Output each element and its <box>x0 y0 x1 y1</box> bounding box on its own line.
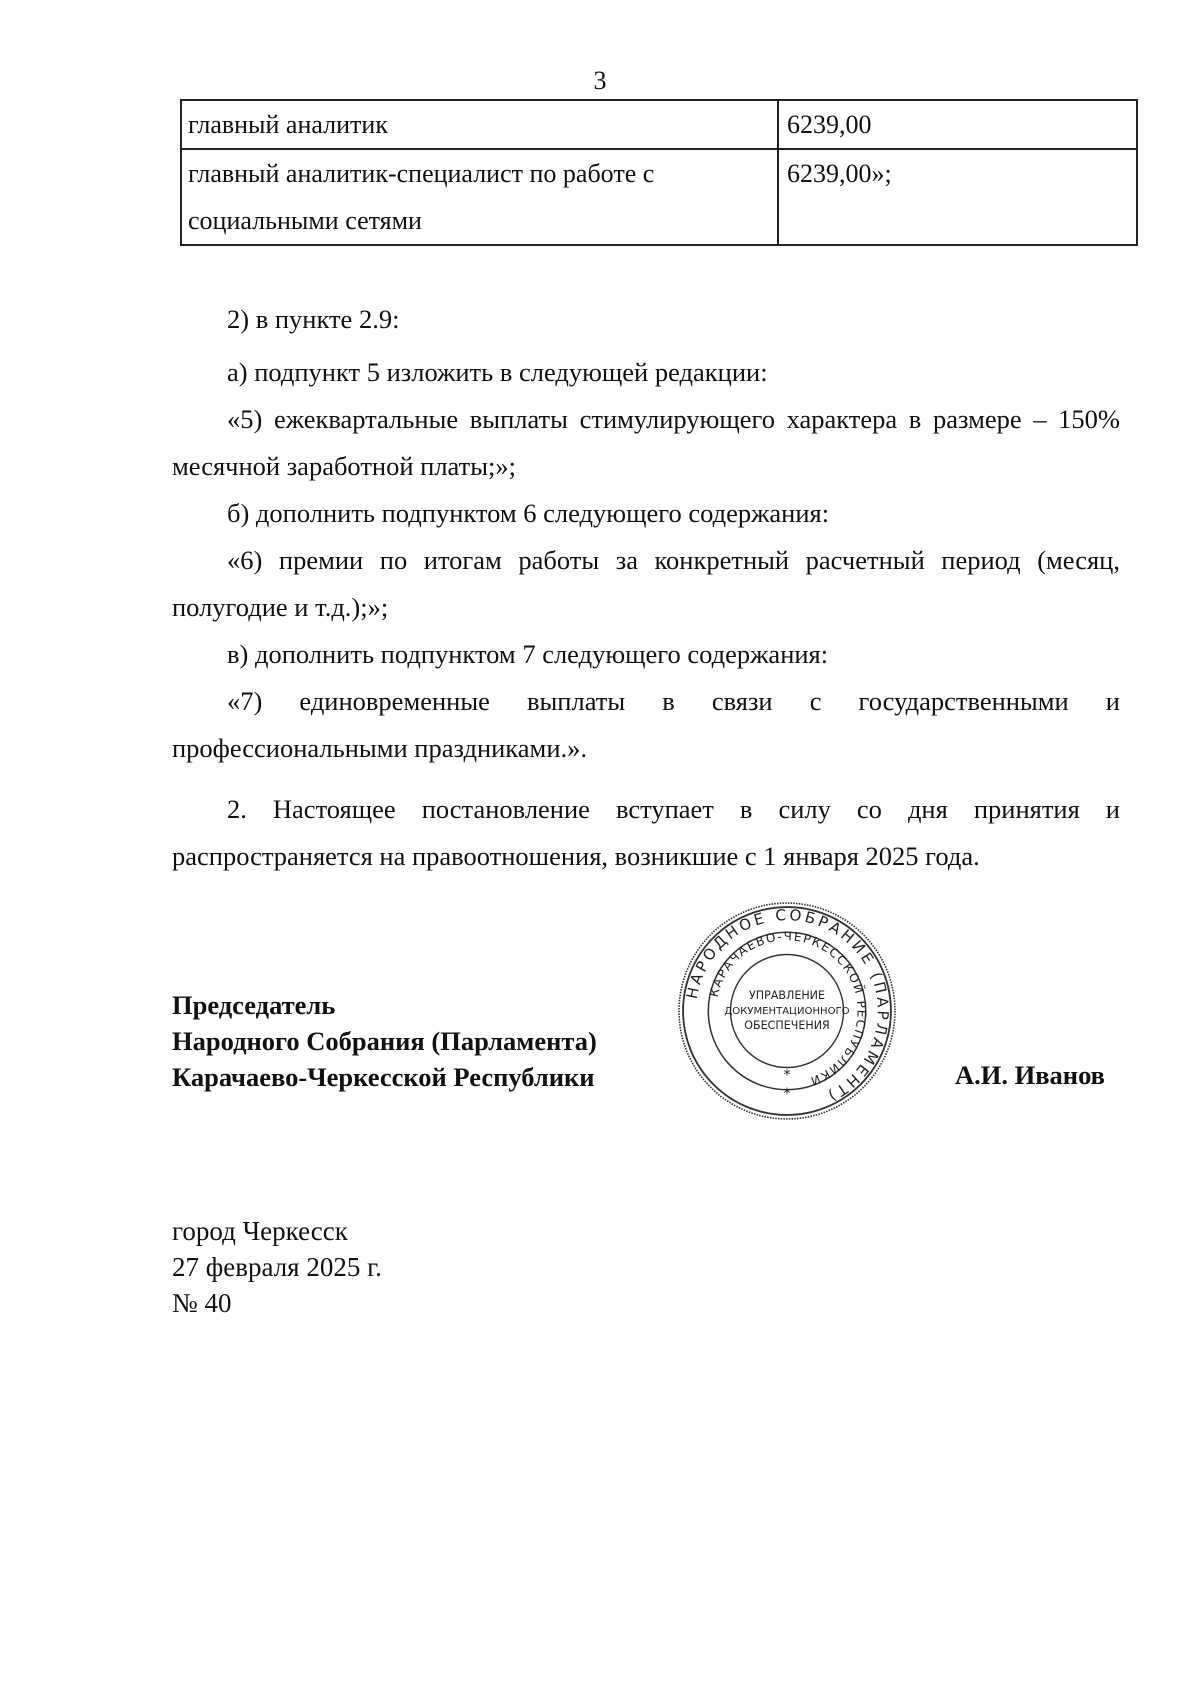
salary-table <box>180 99 1138 246</box>
salary-value-cell: 6239,00 <box>778 100 1137 149</box>
position-name-cell: главный аналитик <box>181 100 778 149</box>
paragraph-quote-7: «7) единовременные выплаты в связи с государственными и профессиональными праздниками.». <box>172 686 1120 763</box>
paragraph-subitem-a: а) подпункт 5 изложить в следующей редакции: <box>227 357 768 387</box>
signatory-title-line: Карачаево-Черкесской Республики <box>172 1062 595 1092</box>
table-row <box>181 100 1137 149</box>
seal-center-line: ДОКУМЕНТАЦИОННОГО <box>724 1006 850 1018</box>
signatory-name: А.И. Иванов <box>955 1060 1105 1090</box>
signatory-title-line: Народного Собрания (Парламента) <box>172 1026 597 1056</box>
position-name-cell: главный аналитик-специалист по работе с социальными сетями <box>181 149 778 245</box>
page-number: 3 <box>593 66 607 95</box>
seal-center-line: УПРАВЛЕНИЕ <box>749 988 825 1002</box>
document-number: № 40 <box>172 1288 232 1318</box>
table-row <box>181 149 1137 245</box>
seal-center-line: ОБЕСПЕЧЕНИЯ <box>744 1019 830 1033</box>
signatory-title-line: Председатель <box>172 990 336 1020</box>
seal-outer-text: НАРОДНОЕ СОБРАНИЕ (ПАРЛАМЕНТ) <box>682 905 893 1107</box>
official-seal <box>676 900 898 1122</box>
document-details <box>172 1213 382 1321</box>
paragraph-effective-date: 2. Настоящее постановление вступает в силу со дня принятия и распространяется на правоотношения, возникшие с 1 января 2025 года. <box>172 794 1120 871</box>
seal-inner-text: КАРАЧАЕВО-ЧЕРКЕССКОЙ РЕСПУБЛИКИ <box>706 929 869 1089</box>
document-city: город Черкесск <box>172 1216 348 1246</box>
seal-star-icon: * <box>783 1067 791 1084</box>
paragraph-item-2: 2) в пункте 2.9: <box>227 304 400 334</box>
document-date: 27 февраля 2025 г. <box>172 1252 382 1282</box>
salary-value-cell: 6239,00»; <box>778 149 1137 245</box>
paragraph-subitem-v: в) дополнить подпунктом 7 следующего содержания: <box>227 639 829 669</box>
signatory-title <box>172 987 597 1095</box>
paragraph-quote-6: «6) премии по итогам работы за конкретный расчетный период (месяц, полугодие и т.д.);»; <box>172 545 1120 622</box>
seal-star-icon: * <box>783 1085 791 1102</box>
paragraph-quote-5: «5) ежеквартальные выплаты стимулирующего характера в размере – 150% месячной заработной платы;»; <box>172 404 1120 481</box>
paragraph-subitem-b: б) дополнить подпунктом 6 следующего содержания: <box>227 498 830 528</box>
